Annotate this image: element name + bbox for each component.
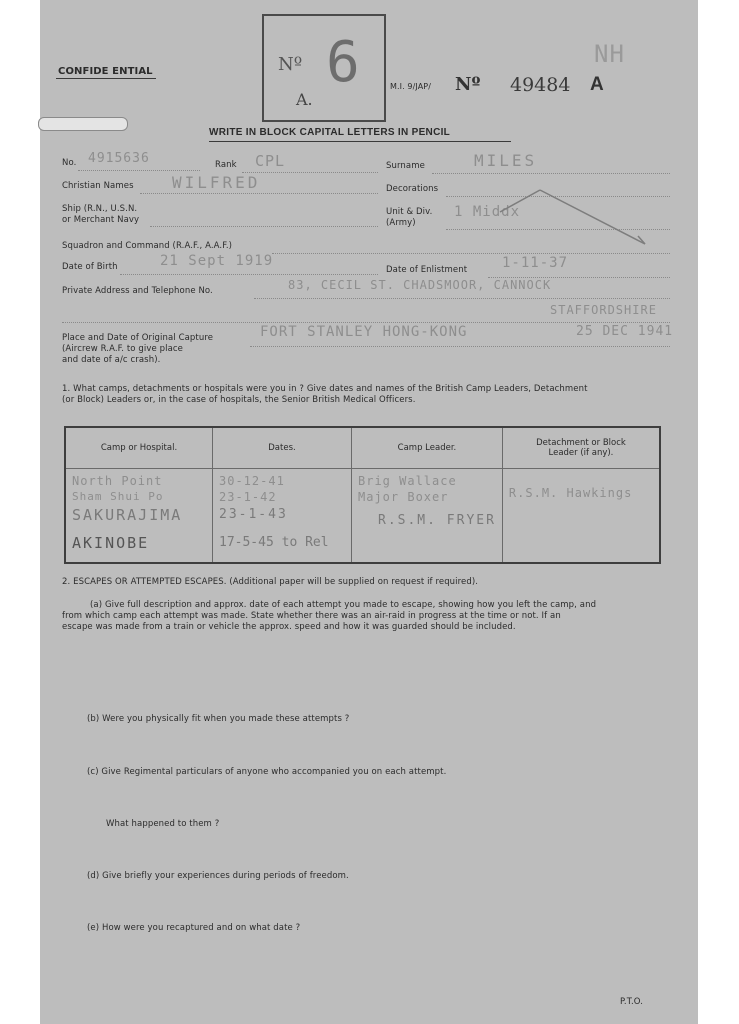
- camps-table: [64, 426, 661, 564]
- section2-heading: 2. ESCAPES OR ATTEMPTED ESCAPES. (Additional paper will be supplied on request if required).: [62, 577, 479, 587]
- surname-label: Surname: [386, 161, 425, 171]
- rank-value: CPL: [255, 152, 286, 170]
- surname-value: MILES: [474, 151, 538, 170]
- instruction-heading: WRITE IN BLOCK CAPITAL LETTERS IN PENCIL: [209, 127, 451, 138]
- classification-label: CONFIDE ENTIAL: [58, 66, 153, 77]
- table-header-row: [65, 427, 660, 469]
- rank-label: Rank: [215, 160, 237, 170]
- section2-b: (b) Were you physically fit when you made these attempts ?: [87, 714, 350, 724]
- capture-label-3: and date of a/c crash).: [62, 355, 161, 365]
- squadron-label: Squadron and Command (R.A.F., A.A.F.): [62, 241, 233, 251]
- christian-names-label: Christian Names: [62, 181, 134, 191]
- number-label: Nº: [455, 74, 481, 95]
- classification-underline: [56, 78, 156, 79]
- squadron-line: [272, 253, 670, 254]
- rank-line: [242, 172, 378, 173]
- capture-date: 25 DEC 1941: [576, 324, 674, 339]
- ship-label-2: or Merchant Navy: [62, 215, 140, 225]
- leader-entry: Major Boxer: [358, 490, 449, 504]
- section2-e: (e) How were you recaptured and on what date ?: [87, 923, 301, 933]
- corner-initials: NH: [594, 40, 625, 68]
- christian-names-line: [140, 193, 378, 194]
- address-value-2: STAFFORDSHIRE: [550, 303, 657, 317]
- date-entry: 30-12-41: [219, 474, 285, 488]
- serial-number: 49484: [510, 74, 571, 96]
- ship-line: [150, 226, 378, 227]
- enlistment-label: Date of Enlistment: [386, 265, 468, 275]
- stamp-letter: A.: [296, 90, 313, 109]
- table-row: [65, 469, 660, 564]
- capture-line: [250, 346, 670, 347]
- address-line-1: [254, 298, 670, 299]
- header-dates: Dates.: [213, 427, 352, 469]
- dob-value: 21 Sept 1919: [160, 253, 274, 269]
- header-camp: Camp or Hospital.: [65, 427, 213, 469]
- no-line: [78, 170, 200, 171]
- detachment-cell: [502, 469, 660, 564]
- address-line-2: [62, 322, 670, 323]
- date-entry: 23-1-42: [219, 490, 277, 504]
- section2-c2: What happened to them ?: [106, 819, 220, 829]
- surname-line: [432, 173, 670, 174]
- unit-value: 1 Middx: [454, 204, 521, 220]
- section2-a-line-2: from which camp each attempt was made. State whether there was an air-raid in progress at the time or not. If an: [62, 611, 561, 621]
- section2-c: (c) Give Regimental particulars of anyone who accompanied you on each attempt.: [87, 767, 447, 777]
- instruction-underline: [209, 141, 511, 142]
- camp-entry: Sham Shui Po: [72, 490, 164, 503]
- form-reference: M.I. 9/JAP/: [390, 82, 431, 91]
- date-entry: 23-1-43: [219, 507, 288, 522]
- address-label: Private Address and Telephone No.: [62, 286, 213, 296]
- unit-label-2: (Army): [386, 218, 416, 228]
- date-entry: 17-5-45 to Rel: [219, 535, 329, 550]
- leader-cell: [352, 469, 503, 564]
- header-detachment-leader: Detachment or Block Leader (if any).: [502, 427, 660, 469]
- leader-entry: R.S.M. FRYER: [378, 513, 496, 528]
- header-camp-leader: Camp Leader.: [352, 427, 503, 469]
- enlistment-value: 1-11-37: [502, 255, 569, 271]
- capture-label-2: (Aircrew R.A.F. to give place: [62, 344, 183, 354]
- camp-entry: AKINOBE: [72, 534, 150, 552]
- binder-ring: [38, 117, 128, 131]
- pencil-arrow-mark: [440, 186, 655, 252]
- no-value: 4915636: [88, 151, 150, 166]
- leader-entry: Brig Wallace: [358, 474, 457, 488]
- no-label: No.: [62, 158, 77, 168]
- unit-label-1: Unit & Div.: [386, 207, 433, 217]
- capture-place: FORT STANLEY HONG-KONG: [260, 324, 468, 340]
- pto-label: P.T.O.: [620, 997, 644, 1007]
- stamp-number: 6: [326, 30, 360, 95]
- address-value-1: 83, CECIL ST. CHADSMOOR, CANNOCK: [288, 278, 552, 292]
- capture-label-1: Place and Date of Original Capture: [62, 333, 214, 343]
- dates-cell: [213, 469, 352, 564]
- section1-text-1: 1. What camps, detachments or hospitals were you in ? Give dates and names of the British Camp Leaders, Detachment: [62, 384, 588, 394]
- dob-label: Date of Birth: [62, 262, 118, 272]
- camp-entry: SAKURAJIMA: [72, 506, 183, 524]
- registration-stamp: [262, 14, 386, 122]
- section2-d: (d) Give briefly your experiences during periods of freedom.: [87, 871, 349, 881]
- camp-entry: North Point: [72, 474, 163, 488]
- section2-a-line-3: escape was made from a train or vehicle the approx. speed and how it was guarded should be included.: [62, 622, 516, 632]
- dob-line: [120, 274, 378, 275]
- section1-text-2: (or Block) Leaders or, in the case of hospitals, the Senior British Medical Officers.: [62, 395, 416, 405]
- stamp-no: Nº: [278, 54, 303, 75]
- christian-names-value: WILFRED: [172, 173, 261, 192]
- ship-label-1: Ship (R.N., U.S.N.: [62, 204, 138, 214]
- decorations-label: Decorations: [386, 184, 439, 194]
- series-letter: A: [590, 74, 604, 95]
- section2-a-line-1: (a) Give full description and approx. date of each attempt you made to escape, showing how you left the camp, and: [90, 600, 597, 610]
- camp-cell: [65, 469, 213, 564]
- detachment-entry: R.S.M. Hawkings: [508, 486, 633, 500]
